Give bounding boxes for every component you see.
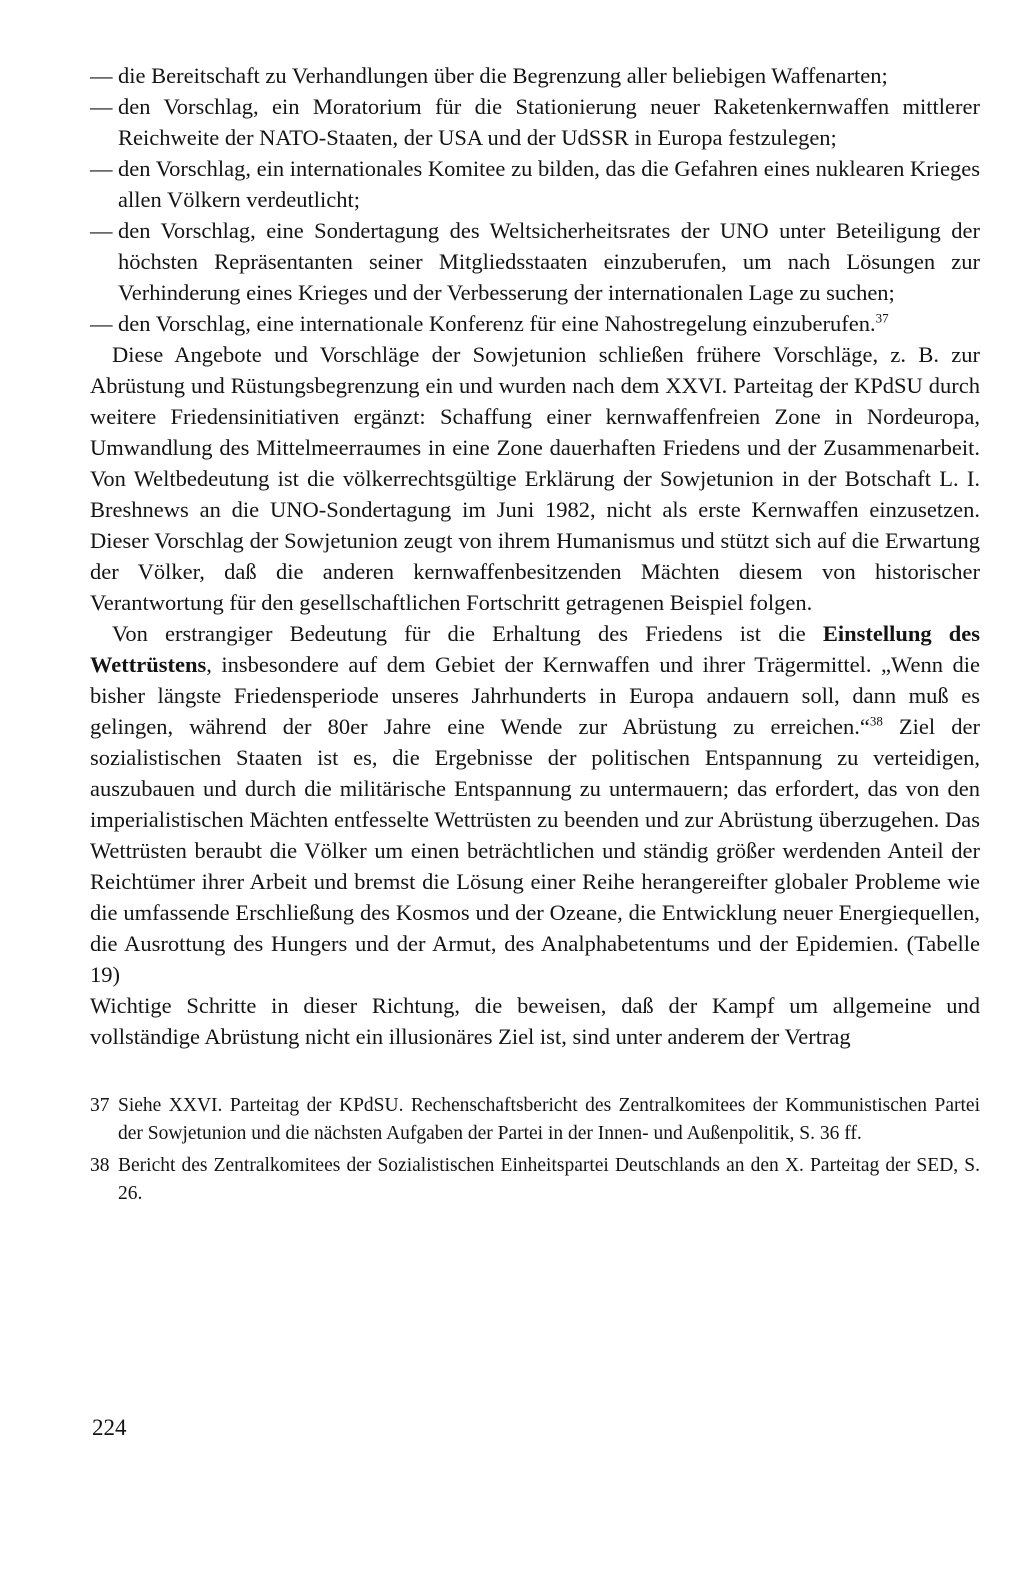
list-item-text: den Vorschlag, ein Moratorium für die Stationierung neuer Raketenkernwaffen mittlerer Reichweite der NATO-Staaten, der USA und der UdSSR in Europa festzulegen; <box>118 94 980 150</box>
footnote-number: 38 <box>90 1155 110 1176</box>
footnote <box>90 1152 980 1208</box>
paragraph-intro: Von erstrangiger Bedeutung für die Erhaltung des Friedens ist die <box>112 621 823 646</box>
list-item <box>90 153 980 215</box>
list-item-text: den Vorschlag, eine internationale Konferenz für eine Nahostregelung einzuberufen. <box>118 311 876 336</box>
footnotes <box>90 1092 980 1208</box>
list-item-text: die Bereitschaft zu Verhandlungen über die Begrenzung aller beliebigen Waffenarten; <box>118 63 888 88</box>
paragraph-disarmament <box>90 618 980 990</box>
list-item <box>90 91 980 153</box>
list-item <box>90 308 980 339</box>
paragraph-steps: Wichtige Schritte in dieser Richtung, die beweisen, daß der Kampf um allgemeine und vollständige Abrüstung nicht ein illusionäres Ziel ist, sind unter anderem der Vertrag <box>90 993 980 1049</box>
emphasis-text: Einstellung des Wettrüstens <box>90 621 981 677</box>
footnote <box>90 1092 980 1148</box>
list-dash: — <box>90 156 113 181</box>
paragraph-continuation: Ziel der sozialistischen Staaten ist es, die Ergebnisse der politischen Entspannung zu verteidigen, auszubauen und durch die militärische Entspannung zu untermauern; das erfordert, das von den imperialistischen Mächten entfesselte Wettrüsten zu beenden und zur Abrüstung überzugehen. Das Wettrüsten beraubt die Völker um einen beträchtlichen und ständig größer werdenden Anteil der Reichtümer ihrer Arbeit und bremst die Lösung einer Reihe herangereifter globaler Probleme wie die umfassende Erschließung des Kosmos und der Ozeane, die Entwicklung neuer Energiequellen, die Ausrottung des Hungers und der Armut, des Analphabetentums und der Epidemien. (Tabelle 19) <box>90 714 980 987</box>
list-dash: — <box>90 218 113 243</box>
page-number: 224 <box>92 1415 127 1440</box>
list-item-text: den Vorschlag, eine Sondertagung des Weltsicherheitsrates der UNO unter Beteiligung der höchsten Repräsentanten seiner Mitgliedsstaaten einzuberufen, um nach Lösungen zur Verhinderung eines Krieges und der Verbesserung der internationalen Lage zu suchen; <box>118 218 980 305</box>
paragraph-quote: , insbesondere auf dem Gebiet der Kernwaffen und ihrer Trägermittel. „Wenn die bisher längste Friedensperiode unseres Jahrhunderts in Europa andauern soll, dann muß es gelingen, während der 80er Jahre eine Wende zur Abrüstung zu erreichen.“ <box>90 652 980 739</box>
footnote-ref-38: 38 <box>869 713 883 729</box>
footnote-ref-37: 37 <box>875 310 889 326</box>
book-page <box>90 60 980 1212</box>
paragraph-proposals: Diese Angebote und Vorschläge der Sowjetunion schließen frühere Vorschläge, z. B. zur Abrüstung und Rüstungsbegrenzung ein und wurden nach dem XXVI. Parteitag der KPdSU durch weitere Friedensinitiativen ergänzt: Schaffung einer kernwaffenfreien Zone in Nordeuropa, Umwandlung des Mittelmeerraumes in eine Zone dauerhaften Friedens und der Zusammenarbeit. Von Weltbedeutung ist die völkerrechtsgültige Erklärung der Sowjetunion in der Botschaft L. I. Breshnews an die UNO-Sondertagung im Juni 1982, nicht als erste Kernwaffen einzusetzen. Dieser Vorschlag der Sowjetunion zeugt von ihrem Humanismus und stützt sich auf die Erwartung der Völker, daß die anderen kernwaffenbesitzenden Mächten diesem von historischer Verantwortung für den gesellschaftlichen Fortschritt getragenen Beispiel folgen. <box>90 342 980 615</box>
main-text <box>90 60 980 1052</box>
list-item <box>90 60 980 91</box>
footnote-text: Siehe XXVI. Parteitag der KPdSU. Rechenschaftsbericht des Zentralkomitees der Kommunistischen Partei der Sowjetunion und die nächsten Aufgaben der Partei in der Innen- und Außenpolitik, S. 36 ff. <box>118 1095 980 1144</box>
list-dash: — <box>90 94 113 119</box>
list-dash: — <box>90 63 113 88</box>
list-dash: — <box>90 311 113 336</box>
list-item <box>90 215 980 308</box>
footnote-number: 37 <box>90 1095 110 1116</box>
list-item-text: den Vorschlag, ein internationales Komitee zu bilden, das die Gefahren eines nuklearen Krieges allen Völkern verdeutlicht; <box>118 156 980 212</box>
footnote-text: Bericht des Zentralkomitees der Sozialistischen Einheitspartei Deutschlands an den X. Parteitag der SED, S. 26. <box>118 1155 980 1204</box>
